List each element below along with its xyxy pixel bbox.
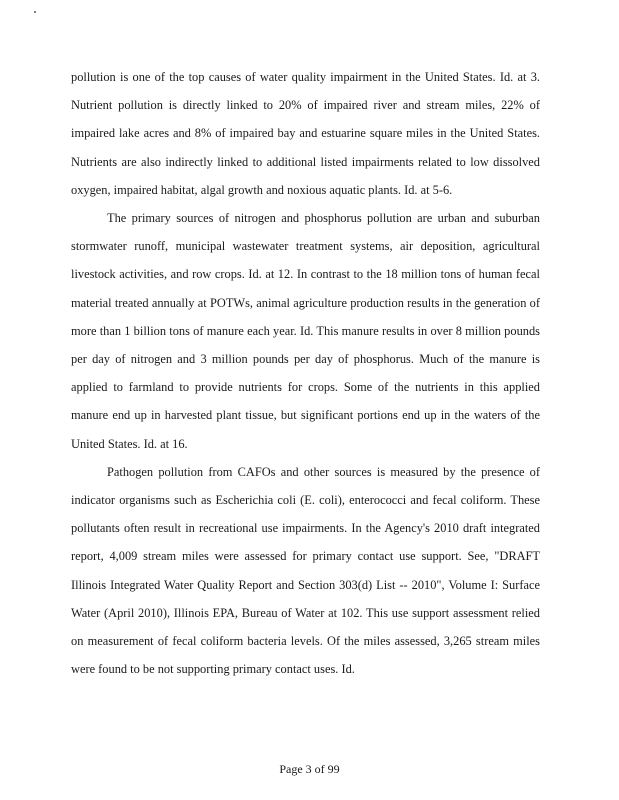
page-number: Page 3 of 99: [279, 762, 340, 776]
paragraph-3: Pathogen pollution from CAFOs and other sources is measured by the presence of indicator organisms such as Escherichia coli (E. coli), enterococci and fecal coliform. These pollutants often result in recreational use impairments. In the Agency's 2010 draft integrated report, 4,009 stream miles were assessed for primary contact use support. See, "DRAFT Illinois Integrated Water Quality Report and Section 303(d) List -- 2010", Volume I: Surface Water (April 2010), Illinois EPA, Bureau of Water at 102. This use support assessment relied on measurement of fecal coliform bacteria levels. Of the miles assessed, 3,265 stream miles were found to be not supporting primary contact uses. Id.: [71, 464, 540, 677]
paragraph-2: The primary sources of nitrogen and phosphorus pollution are urban and suburban stormwater runoff, municipal wastewater treatment systems, air deposition, agricultural livestock activities, and row crops. Id. at 12. In contrast to the 18 million tons of human fecal material treated annually at POTWs, animal agriculture production results in the generation of more than 1 billion tons of manure each year. Id. This manure results in over 8 million pounds per day of nitrogen and 3 million pounds per day of phosphorus. Much of the manure is applied to farmland to provide nutrients for crops. Some of the nutrients in this applied manure end up in harvested plant tissue, but significant portions end up in the waters of the United States. Id. at 16.: [71, 211, 540, 451]
body-text: [71, 63, 540, 683]
paragraph-1: pollution is one of the top causes of water quality impairment in the United States. Id. at 3. Nutrient pollution is directly linked to 20% of impaired river and stream miles, 22% of impaired lake acres and 8% of impaired bay and estuarine square miles in the United States. Nutrients are also indirectly linked to additional listed impairments related to low dissolved oxygen, impaired habitat, algal growth and noxious aquatic plants. Id. at 5-6.: [71, 70, 540, 197]
scan-speck: [34, 11, 36, 13]
